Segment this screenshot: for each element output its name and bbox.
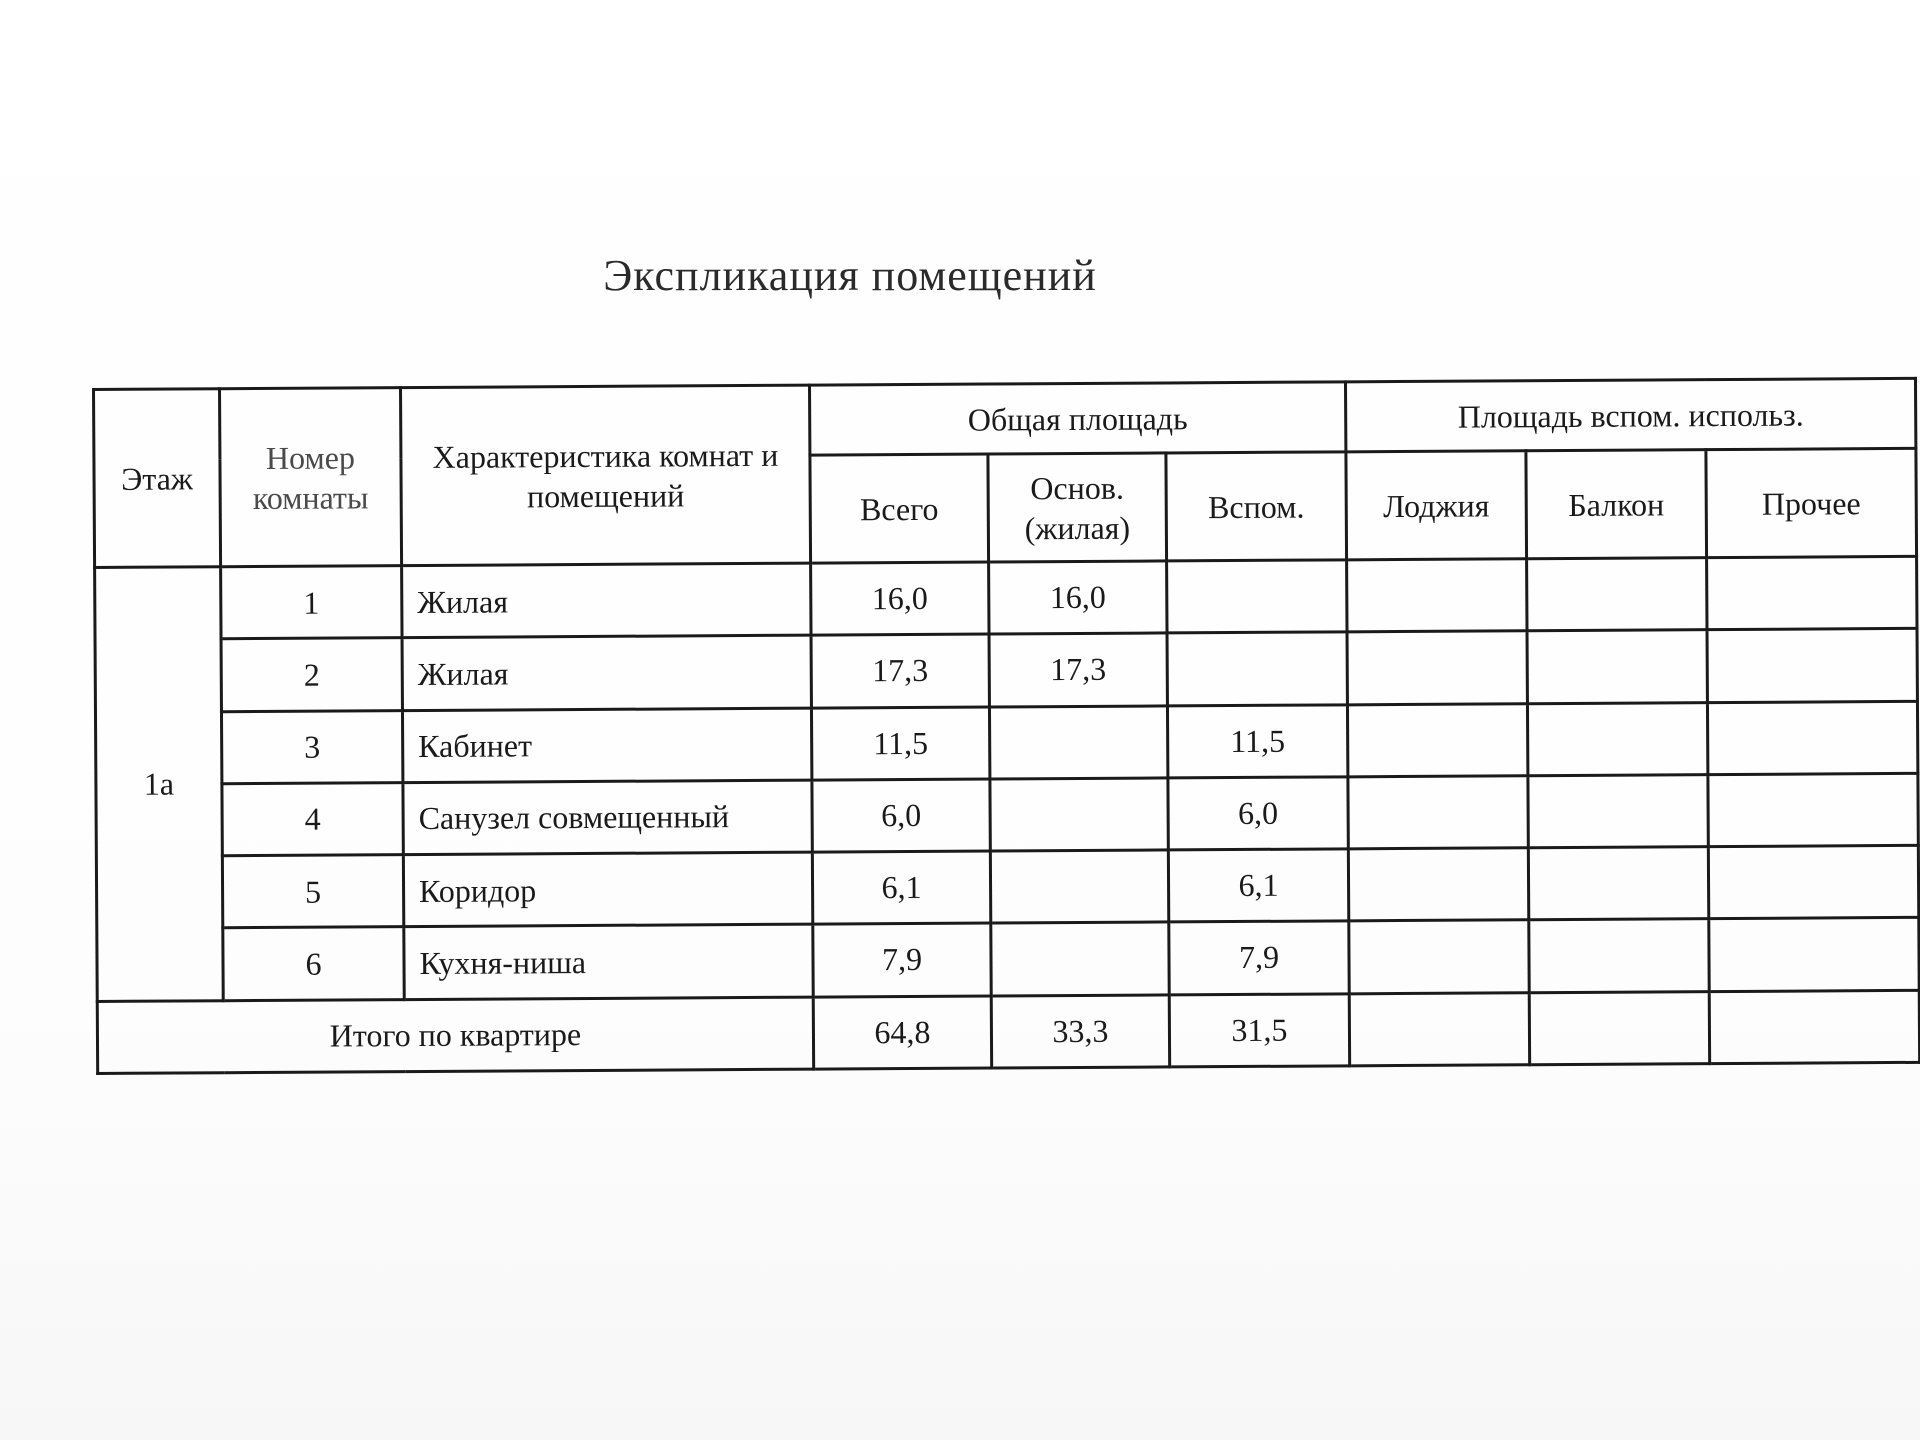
totals-row	[97, 990, 1919, 1073]
total-cell: 17,3	[811, 634, 989, 707]
aux-cell: 7,9	[1169, 921, 1349, 994]
other-cell	[1707, 701, 1917, 775]
header-auxiliary: Вспом.	[1166, 452, 1347, 561]
loggia-cell	[1347, 631, 1527, 704]
balcony-cell	[1529, 919, 1709, 992]
totals-aux: 31,5	[1169, 994, 1349, 1067]
room-number-cell: 4	[222, 782, 403, 855]
total-cell: 11,5	[811, 707, 989, 780]
main-cell: 17,3	[989, 633, 1167, 706]
balcony-cell	[1527, 702, 1707, 775]
room-name-cell: Жилая	[402, 563, 811, 638]
document-title: Экспликация помещений	[603, 251, 1097, 300]
loggia-cell	[1347, 703, 1527, 776]
header-balcony: Балкон	[1526, 450, 1707, 559]
totals-balcony	[1529, 991, 1709, 1064]
header-total: Всего	[810, 454, 989, 563]
header-main-living: Основ. (жилая)	[988, 453, 1167, 562]
header-total-area-group: Общая площадь	[809, 382, 1345, 455]
table-row	[95, 556, 1917, 639]
main-cell	[990, 778, 1168, 851]
floor-cell: 1а	[95, 567, 224, 1001]
table-row	[97, 918, 1919, 1001]
loggia-cell	[1348, 848, 1528, 921]
aux-cell	[1167, 632, 1347, 705]
room-name-cell: Коридор	[403, 852, 812, 927]
totals-total: 64,8	[813, 996, 991, 1069]
header-loggia: Лоджия	[1346, 451, 1527, 560]
totals-main: 33,3	[991, 995, 1169, 1068]
explication-table	[92, 377, 1920, 1075]
totals-other	[1709, 990, 1919, 1064]
total-cell: 7,9	[813, 923, 991, 996]
room-name-cell: Санузел совмещенный	[403, 780, 812, 855]
header-other: Прочее	[1706, 448, 1917, 557]
other-cell	[1709, 918, 1919, 992]
main-cell	[989, 705, 1167, 778]
balcony-cell	[1527, 630, 1707, 703]
header-aux-area-group: Площадь вспом. использ.	[1346, 378, 1916, 451]
header-room-number: Номер комнаты	[220, 388, 402, 567]
total-cell: 16,0	[811, 562, 989, 635]
total-cell: 6,1	[812, 851, 990, 924]
table-row	[96, 773, 1918, 856]
room-name-cell: Жилая	[402, 635, 811, 710]
header-characteristic: Характеристика комнат и помещений	[401, 385, 811, 565]
total-cell: 6,0	[812, 779, 990, 852]
main-cell	[990, 850, 1168, 923]
loggia-cell	[1349, 920, 1529, 993]
balcony-cell	[1528, 774, 1708, 847]
loggia-cell	[1347, 559, 1527, 632]
room-number-cell: 1	[221, 566, 402, 639]
room-name-cell: Кабинет	[402, 708, 811, 783]
totals-loggia	[1349, 992, 1529, 1065]
header-floor: Этаж	[94, 389, 221, 568]
main-cell	[991, 922, 1169, 995]
main-cell: 16,0	[989, 561, 1167, 634]
table-row	[96, 845, 1918, 928]
room-name-cell: Кухня-ниша	[404, 925, 813, 1000]
other-cell	[1707, 629, 1917, 703]
loggia-cell	[1348, 776, 1528, 849]
other-cell	[1708, 773, 1918, 847]
aux-cell: 6,0	[1168, 777, 1348, 850]
table-row	[95, 701, 1917, 784]
aux-cell: 6,1	[1168, 849, 1348, 922]
room-number-cell: 3	[221, 710, 402, 783]
balcony-cell	[1528, 847, 1708, 920]
room-number-cell: 2	[221, 638, 402, 711]
room-number-cell: 6	[223, 927, 404, 1000]
other-cell	[1708, 845, 1918, 919]
aux-cell	[1167, 560, 1347, 633]
room-number-cell: 5	[222, 855, 403, 928]
other-cell	[1707, 556, 1917, 630]
totals-label: Итого по квартире	[97, 997, 813, 1074]
aux-cell: 11,5	[1167, 704, 1347, 777]
table-row	[95, 629, 1917, 712]
balcony-cell	[1527, 558, 1707, 631]
